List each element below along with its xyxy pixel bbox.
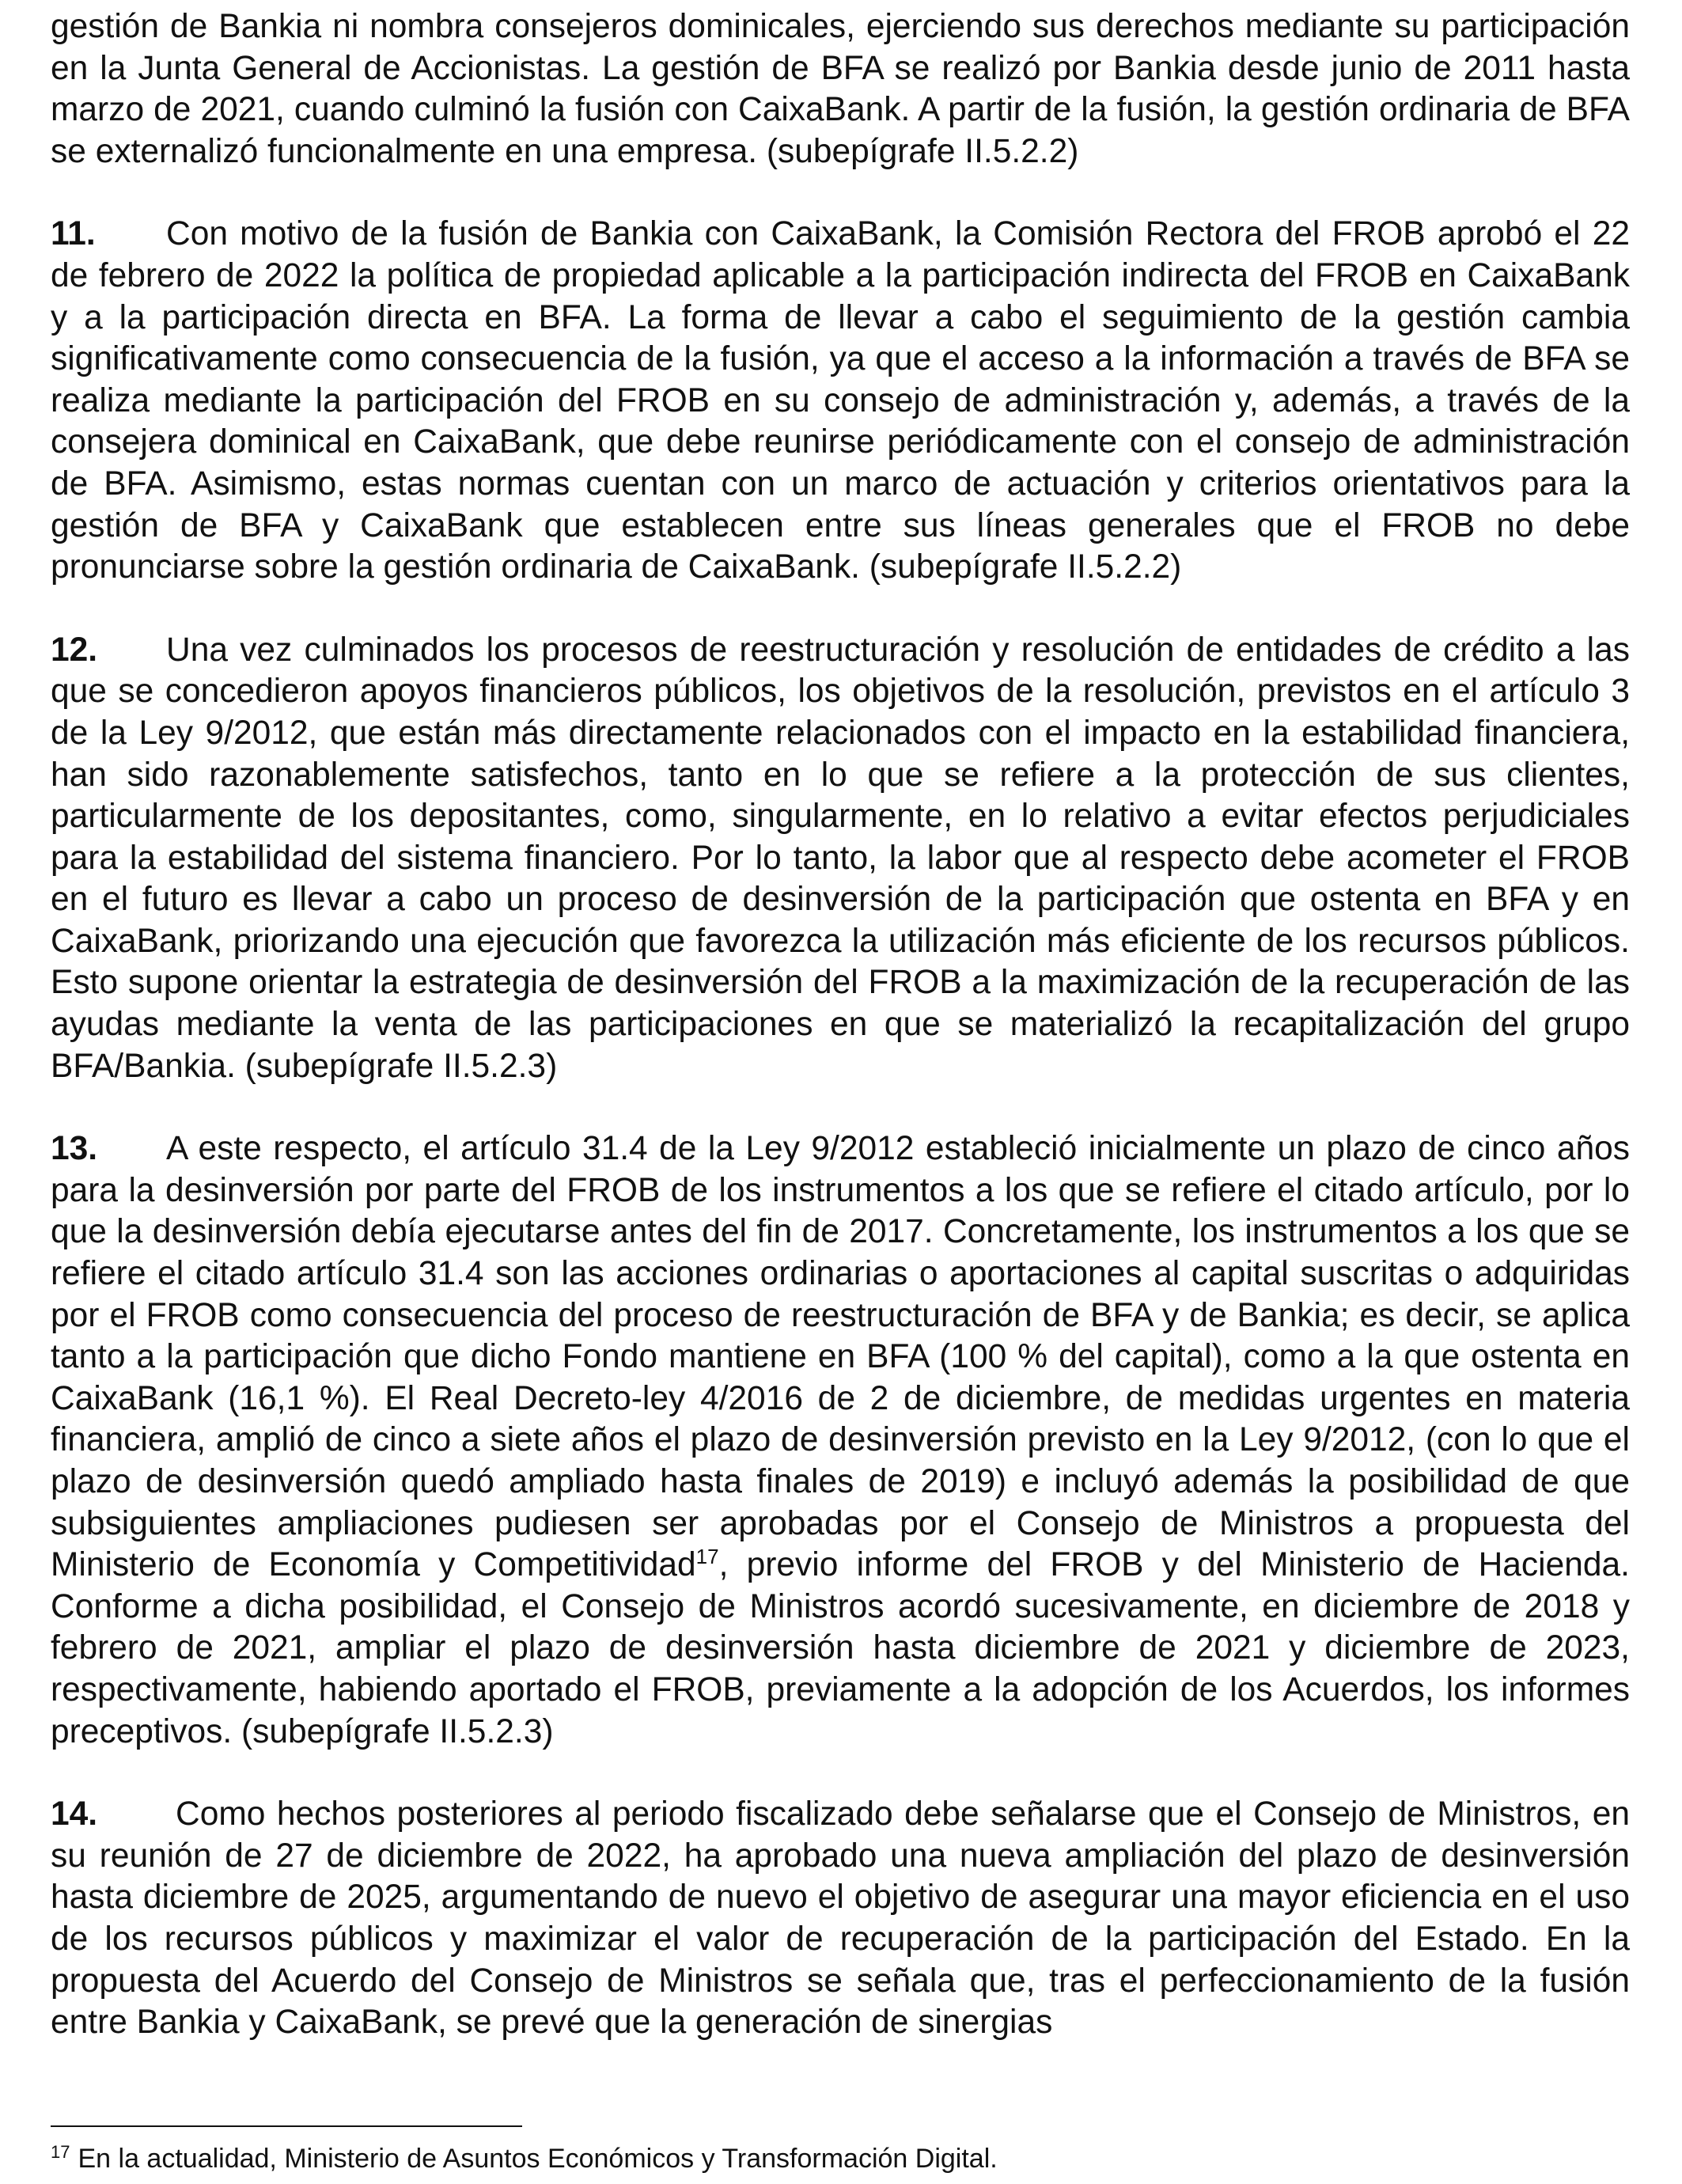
paragraph-number: 14. — [51, 1795, 98, 1833]
paragraph-text-continued: , previo informe del FROB y del Ministerio de Hacienda. Conforme a dicha posibilidad, el Consejo de Ministros acordó sucesivamente, en diciembre de 2018 y febrero de 2021, ampliar el plazo de desinversión hasta diciembre de 2021 y diciembre de 2023, respectivamente, habiendo aportado el FROB, previamente a la adopción de los Acuerdos, los informes preceptivos. (subepígrafe II.5.2.3) — [51, 1546, 1630, 1750]
paragraph-text: Con motivo de la fusión de Bankia con CaixaBank, la Comisión Rectora del FROB aprobó el 22 de febrero de 2022 la política de propiedad aplicable a la participación indirecta del FROB en CaixaBank y a la participación directa en BFA. La forma de llevar a cabo el seguimiento de la gestión cambia significativamente como consecuencia de la fusión, ya que el acceso a la información a través de BFA se realiza mediante la participación del FROB en su consejo de administración y, además, a través de la consejera dominical en CaixaBank, que debe reunirse periódicamente con el consejo de administración de BFA. Asimismo, estas normas cuentan con un marco de actuación y criterios orientativos para la gestión de BFA y CaixaBank que establecen entre sus líneas generales que el FROB no debe pronunciarse sobre la gestión ordinaria de CaixaBank. (subepígrafe II.5.2.2) — [51, 215, 1630, 586]
paragraph-continuation — [51, 6, 1630, 173]
paragraph-text: gestión de Bankia ni nombra consejeros dominicales, ejerciendo sus derechos mediante su participación en la Junta General de Accionistas. La gestión de BFA se realizó por Bankia desde junio de 2011 hasta marzo de 2021, cuando culminó la fusión con CaixaBank. A partir de la fusión, la gestión ordinaria de BFA se externalizó funcionalmente en una empresa. (subepígrafe II.5.2.2) — [51, 8, 1630, 170]
paragraph-text: Una vez culminados los procesos de reestructuración y resolución de entidades de crédito a las que se concedieron apoyos financieros públicos, los objetivos de la resolución, previstos en el artículo 3 de la Ley 9/2012, que están más directamente relacionados con el impacto en la estabilidad financiera, han sido razonablemente satisfechos, tanto en lo que se refiere a la protección de sus clientes, particularmente de los depositantes, como, singularmente, en lo relativo a evitar efectos perjudiciales para la estabilidad del sistema financiero. Por lo tanto, la labor que al respecto debe acometer el FROB en el futuro es llevar a cabo un proceso de desinversión de la participación que ostenta en BFA y en CaixaBank, priorizando una ejecución que favorezca la utilización más eficiente de los recursos públicos. Esto supone orientar la estrategia de desinversión del FROB a la maximización de la recuperación de las ayudas mediante la venta de las participaciones en que se materializó la recapitalización del grupo BFA/Bankia. (subepígrafe II.5.2.3) — [51, 631, 1630, 1085]
footnote-reference[interactable]: 17 — [695, 1545, 719, 1569]
paragraph-13 — [51, 1128, 1630, 1753]
footnote — [51, 2143, 1630, 2175]
paragraph-11 — [51, 214, 1630, 588]
footnote-text: En la actualidad, Ministerio de Asuntos Económicos y Transformación Digital. — [78, 2144, 998, 2174]
paragraph-number: 13. — [51, 1130, 98, 1168]
paragraph-12 — [51, 630, 1630, 1088]
document-body — [51, 6, 1630, 2085]
paragraph-number: 11. — [51, 215, 96, 253]
paragraph-14 — [51, 1794, 1630, 2044]
paragraph-text: Como hechos posteriores al periodo fiscalizado debe señalarse que el Consejo de Ministros, en su reunión de 27 de diciembre de 2022, ha aprobado una nueva ampliación del plazo de desinversión hasta diciembre de 2025, argumentando de nuevo el objetivo de asegurar una mayor eficiencia en el uso de los recursos públicos y maximizar el valor de recuperación de la participación del Estado. En la propuesta del Acuerdo del Consejo de Ministros se señala que, tras el perfeccionamiento de la fusión entre Bankia y CaixaBank, se prevé que la generación de sinergias — [51, 1795, 1630, 2042]
footnote-separator — [51, 2125, 522, 2127]
paragraph-text: A este respecto, el artículo 31.4 de la Ley 9/2012 estableció inicialmente un plazo de cinco años para la desinversión por parte del FROB de los instrumentos a los que se refiere el citado artículo, por lo que la desinversión debía ejecutarse antes del fin de 2017. Concretamente, los instrumentos a los que se refiere el citado artículo 31.4 son las acciones ordinarias o aportaciones al capital suscritas o adquiridas por el FROB como consecuencia del proceso de reestructuración de BFA y de Bankia; es decir, se aplica tanto a la participación que dicho Fondo mantiene en BFA (100 % del capital), como a la que ostenta en CaixaBank (16,1 %). El Real Decreto-ley 4/2016 de 2 de diciembre, de medidas urgentes en materia financiera, amplió de cinco a siete años el plazo de desinversión previsto en la Ley 9/2012, (con lo que el plazo de desinversión quedó ampliado hasta finales de 2019) e incluyó además la posibilidad de que subsiguientes ampliaciones pudiesen ser aprobadas por el Consejo de Ministros a propuesta del Ministerio de Economía y Competitividad — [51, 1130, 1630, 1584]
paragraph-number: 12. — [51, 631, 98, 669]
footnote-marker: 17 — [51, 2141, 70, 2162]
